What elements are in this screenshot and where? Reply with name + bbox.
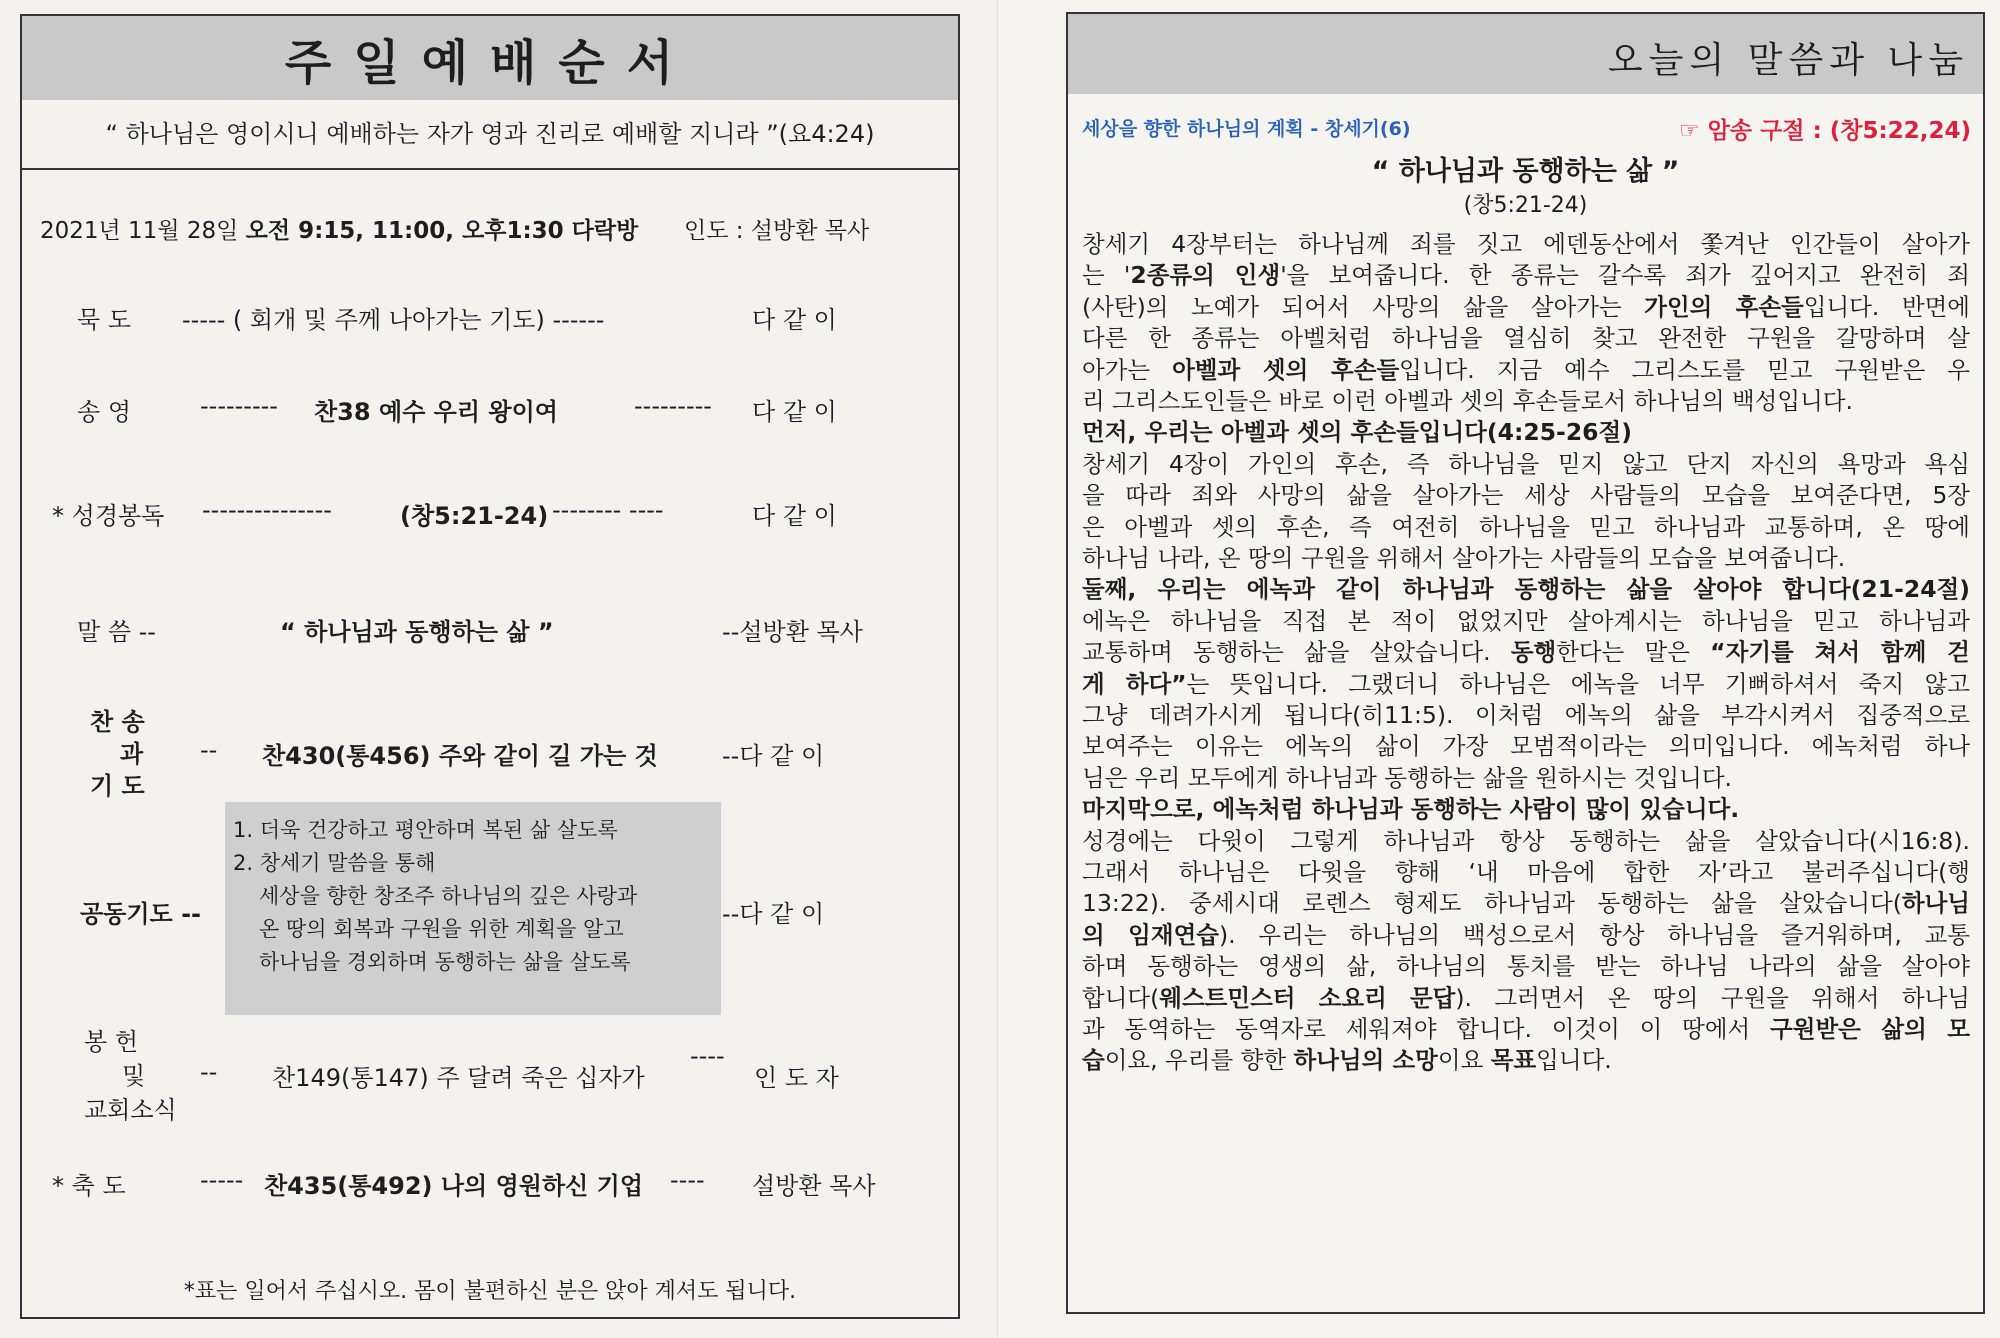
- emphasis-text: 웨스트민스터 소요리 문답: [1159, 983, 1456, 1012]
- sermon-content: “ 하나님과 동행하는 삶 ”: [280, 618, 554, 646]
- body-text: (사탄)의 노예가 되어서 사망의 삶을 살아가는: [1082, 292, 1645, 321]
- body-text: ). 우리는 하나님의 백성으로서 항상 하나님을 즐거워하며, 교통: [1218, 920, 1970, 949]
- prayer-item: 1. 더욱 건강하고 평안하며 복된 삶 살도록: [233, 818, 618, 842]
- emphasis-text: 둘째, 우리는 에녹과 같이 하나님과 동행하는 삶을 살아야 합니다(21-24절): [1082, 575, 1970, 604]
- sermon-line: [1082, 853, 1970, 887]
- sermon-line: [1082, 413, 1970, 447]
- body-text: ). 그러면서 온 땅의 구원을 위해서 하나님: [1455, 983, 1970, 1012]
- body-text: 13:22). 중세시대 로렌스 형제도 하나님과 동행하는 삶을 살았습니다(: [1082, 889, 1902, 918]
- emphasis-text: 게 하다”: [1082, 669, 1187, 698]
- body-text: 는 ': [1082, 261, 1131, 290]
- sermon-line: [1082, 727, 1970, 761]
- benediction-content: 찬435(통492) 나의 영원하신 기업: [264, 1172, 644, 1200]
- hymn-label: 송 영: [77, 398, 131, 426]
- hymn-performer: 다 같 이: [752, 398, 837, 426]
- sermon-reference: (창5:21-24): [1463, 193, 1588, 218]
- service-date-time: [40, 212, 638, 245]
- sermon-line: [1082, 822, 1970, 856]
- scripture-content: (창5:21-24): [400, 502, 549, 530]
- sermon-line: [1082, 665, 1970, 699]
- common-prayer-performer: --다 같 이: [722, 900, 825, 928]
- prayer-item: 하나님을 경외하며 동행하는 삶을 살도록: [259, 950, 631, 974]
- sermon-line: [1082, 916, 1970, 950]
- emphasis-text: “자기를 쳐서 함께 걷: [1710, 638, 1970, 667]
- benediction-dashes: -----: [200, 1166, 244, 1194]
- body-text: 입니다. 반면에: [1803, 292, 1970, 321]
- benediction-performer: 설방환 목사: [752, 1172, 876, 1200]
- body-text: 그냥 데려가시게 됩니다(히11:5). 이처럼 에녹의 삶을 부각시켜서 집중적으로: [1082, 701, 1970, 729]
- body-text: 창세기 4장이 가인의 후손, 즉 하나님을 믿지 않고 단지 자신의 욕망과 욕심: [1082, 449, 1970, 478]
- body-text: 보여주는 이유는 에녹의 삶이 가장 모범적이라는 의미입니다. 에녹처럼 하나: [1082, 732, 1970, 761]
- body-text: 는 뜻입니다. 그랬더니 하나님은 에녹을 너무 기뻐하셔서 죽지 않고: [1186, 669, 1971, 698]
- emphasis-text: 먼저, 우리는 아벨과 셋의 후손들입니다(4:25-26절): [1082, 418, 1632, 447]
- sermon-line: [1082, 696, 1970, 730]
- offering-performer: 인 도 자: [754, 1064, 839, 1092]
- common-prayer-box: [225, 802, 721, 1015]
- sermon-label: 말 씀 --: [77, 618, 156, 646]
- service-date: 2021년 11월 28일: [40, 218, 239, 244]
- standing-footnote: *표는 일어서 주십시오. 몸이 불편하신 분은 앉아 계셔도 됩니다.: [183, 1279, 797, 1304]
- body-text: 하나님 나라, 온 땅의 구원을 위해서 살아가는 사람들의 모습을 보여줍니다.: [1082, 544, 1846, 572]
- sermon-line: [1082, 1010, 1970, 1044]
- sermon-line: [1082, 979, 1970, 1013]
- prayer-performer: 다 같 이: [752, 306, 837, 334]
- sermon-line: [1082, 884, 1970, 918]
- body-text: 을 따라 죄와 사망의 삶을 살아가는 세상 사람들의 모습을 보여준다면, 5장: [1082, 481, 1970, 510]
- common-prayer-label: 공동기도 --: [80, 900, 202, 928]
- hymn-prayer-performer: --다 같 이: [722, 742, 825, 770]
- offering-label-3: 교회소식: [84, 1096, 177, 1124]
- worship-order-frame: [20, 14, 960, 1319]
- benediction-label: * 축 도: [52, 1172, 126, 1200]
- service-times: 오전 9:15, 11:00, 오후1:30 다락방: [245, 218, 639, 244]
- body-text: 은 아벨과 셋의 후손, 즉 여전히 하나님을 믿고 하나님과 교통하며, 온 땅에: [1082, 512, 1970, 541]
- body-text: 입니다. 지금 예수 그리스도를 믿고 구원받은 우: [1399, 355, 1970, 384]
- body-text: 성경에는 다윗이 그렇게 하나님과 항상 동행하는 삶을 살았습니다(시16:8).: [1082, 826, 1970, 855]
- emphasis-text: 하나님: [1901, 889, 1970, 918]
- service-leader: 인도 : 설방환 목사: [684, 218, 870, 244]
- hymn-dashes: ---------: [200, 392, 278, 420]
- body-text: 과 동역하는 동역자로 세워져야 합니다. 이것이 이 땅에서: [1082, 1015, 1771, 1043]
- body-text: 한다는 말은: [1556, 638, 1711, 667]
- hymn-content: 찬38 예수 우리 왕이여: [314, 398, 558, 426]
- hymn-prayer-label-1: 찬 송: [90, 708, 145, 736]
- emphasis-text: 동행: [1510, 638, 1557, 667]
- body-text: 교통하며 동행하는 삶을 살았습니다.: [1082, 638, 1511, 667]
- sermon-line: [1082, 225, 1970, 259]
- body-text: 하며 동행하는 영생의 삶, 하나님의 통치를 받는 하나님 나라의 삶을 살아야: [1082, 952, 1970, 981]
- sermon-line: [1082, 539, 1970, 573]
- hymn-prayer-label-3: 기 도: [90, 772, 145, 800]
- motto-verse: “ 하나님은 영이시니 예배하는 자가 영과 진리로 예배할 지니라 ”(요4:24): [105, 120, 875, 148]
- sermon-line: [1082, 319, 1970, 353]
- emphasis-text: 목표: [1490, 1046, 1537, 1075]
- sermon-line: [1082, 602, 1970, 636]
- sermon-line: [1082, 445, 1970, 479]
- sermon-line: [1082, 508, 1970, 542]
- prayer-content: ----- ( 회개 및 주께 나아가는 기도) ------: [182, 306, 605, 334]
- sermon-line: [1082, 633, 1970, 667]
- sermon-performer: --설방환 목사: [722, 618, 863, 646]
- body-text: 그래서 하나님은 다윗을 향해 ‘내 마음에 합한 자’라고 불러주십니다(행: [1082, 858, 1970, 886]
- hymn-dashes-2: ---------: [634, 392, 712, 420]
- body-text: '을 보여줍니다. 한 종류는 갈수록 죄가 깊어지고 완전히 죄: [1280, 261, 1970, 290]
- body-text: 아가는: [1082, 355, 1173, 384]
- sermon-frame: [1066, 12, 1985, 1314]
- prayer-item: 2. 창세기 말씀을 통해: [233, 851, 436, 875]
- offering-content: 찬149(통147) 주 달려 죽은 십자가: [272, 1064, 645, 1092]
- benediction-dashes-2: ----: [670, 1166, 705, 1194]
- series-label: 세상을 향한 하나님의 계획 - 창세기(6): [1082, 118, 1411, 140]
- sermon-title: “ 하나님과 동행하는 삶 ”: [1371, 156, 1680, 187]
- sermon-header-title: 오늘의 말씀과 나눔: [1607, 40, 1969, 81]
- offering-dashes: --: [200, 1058, 218, 1086]
- body-text: 이요, 우리를 향한: [1104, 1046, 1294, 1075]
- sermon-line: [1082, 1041, 1970, 1075]
- emphasis-text: 하나님의 소망: [1293, 1046, 1438, 1075]
- hymn-prayer-dashes: --: [200, 736, 218, 764]
- sermon-line: [1082, 476, 1970, 510]
- sermon-line: [1082, 570, 1970, 604]
- scripture-label: * 성경봉독: [52, 502, 165, 530]
- scripture-performer: 다 같 이: [752, 502, 837, 530]
- sermon-header: [1068, 14, 1983, 94]
- body-text: 창세기 4장부터는 하나님께 죄를 짓고 에덴동산에서 쫓겨난 인간들이 살아가: [1082, 230, 1970, 258]
- offering-label-2: 및: [122, 1062, 146, 1090]
- sermon-line: [1082, 288, 1970, 322]
- prayer-label: 묵 도: [77, 306, 131, 334]
- sermon-line: [1082, 351, 1970, 385]
- worship-order-title: 주일예배순서: [22, 16, 958, 100]
- memory-verse: ☞ 암송 구절 : (창5:22,24): [1679, 118, 1971, 144]
- body-text: 합니다(: [1082, 983, 1160, 1012]
- emphasis-text: 의 임재연습: [1082, 920, 1219, 949]
- body-text: 에녹은 하나님을 직접 본 적이 없었지만 살아계시는 하나님을 믿고 하나님과: [1082, 606, 1970, 635]
- sermon-line: [1082, 947, 1970, 981]
- emphasis-text: 구원받은 삶의 모: [1770, 1015, 1970, 1043]
- emphasis-text: 습: [1082, 1046, 1105, 1075]
- hymn-prayer-content: 찬430(통456) 주와 같이 길 가는 것: [262, 742, 658, 770]
- sermon-line: [1082, 382, 1970, 416]
- body-text: 리 그리스도인들은 바로 이런 아벨과 셋의 후손들로서 하나님의 백성입니다.: [1082, 387, 1853, 415]
- prayer-item: 세상을 향한 창조주 하나님의 깊은 사랑과: [259, 884, 638, 908]
- divider: [22, 168, 958, 170]
- offering-label-1: 봉 헌: [84, 1028, 138, 1056]
- scripture-dashes: ---------------: [202, 496, 332, 524]
- body-text: 이요: [1437, 1046, 1491, 1075]
- sermon-line: [1082, 759, 1970, 793]
- sermon-line: [1082, 256, 1970, 290]
- sermon-line: [1082, 790, 1970, 824]
- body-text: 다른 한 종류는 아벨처럼 하나님을 열심히 찾고 완전한 구원을 갈망하며 살: [1082, 324, 1970, 353]
- emphasis-text: 마지막으로, 에녹처럼 하나님과 동행하는 사람이 많이 있습니다.: [1082, 795, 1740, 824]
- offering-dashes-2: ----: [690, 1042, 725, 1070]
- emphasis-text: 가인의 후손들: [1644, 292, 1804, 321]
- emphasis-text: 아벨과 셋의 후손들: [1172, 355, 1400, 384]
- body-text: 님은 우리 모두에게 하나님과 동행하는 삶을 원하시는 것입니다.: [1082, 763, 1732, 792]
- scripture-dashes-2: -------- ----: [552, 496, 664, 524]
- body-text: 입니다.: [1536, 1046, 1612, 1075]
- emphasis-text: 2종류의 인생: [1130, 261, 1281, 290]
- hymn-prayer-label-2: 과: [120, 740, 144, 768]
- prayer-item: 온 땅의 회복과 구원을 위한 계획을 알고: [259, 917, 624, 941]
- right-page: [1000, 0, 2000, 1338]
